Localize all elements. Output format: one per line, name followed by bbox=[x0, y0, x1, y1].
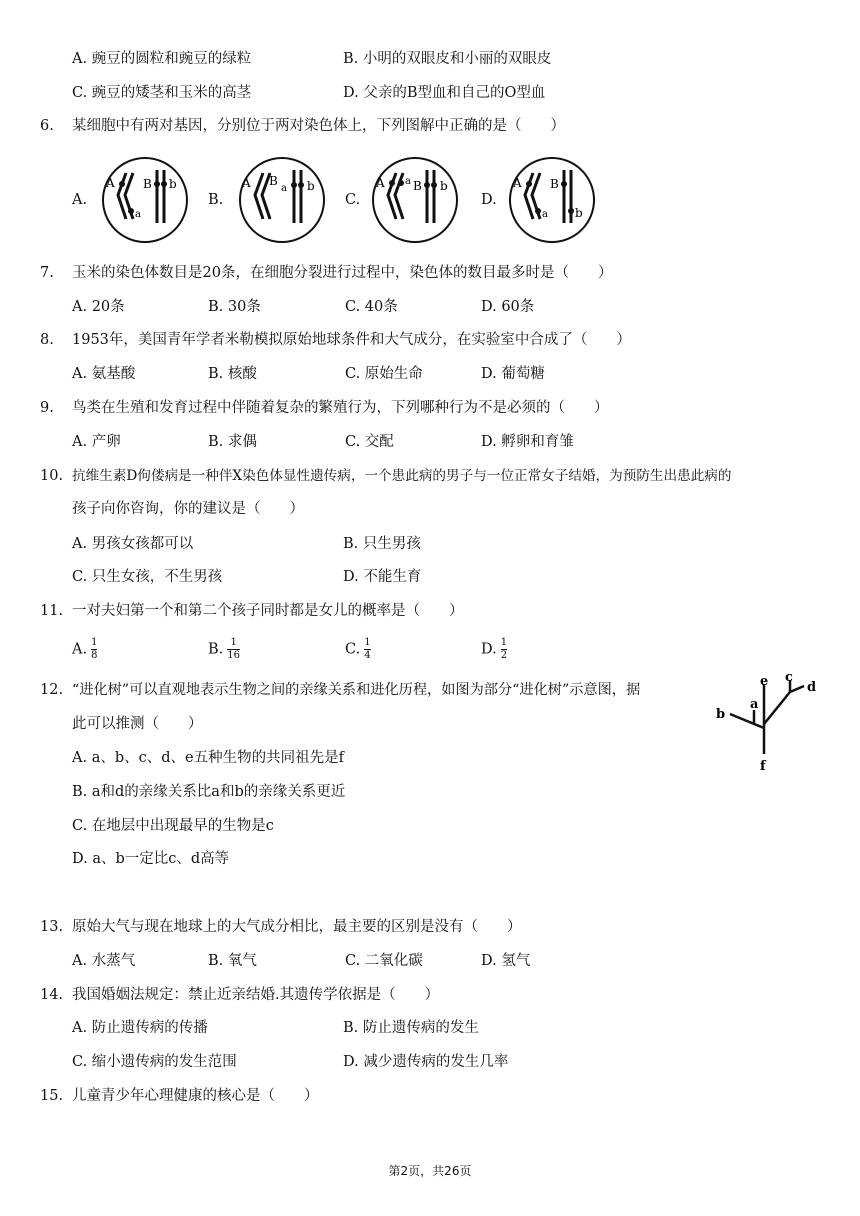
q6-stem: 某细胞中有两对基因，分别位于两对染色体上，下列图解中正确的是（ ） bbox=[72, 118, 565, 134]
q6-option-b-label: B. bbox=[208, 192, 224, 208]
q7-option-a: A. 20条 bbox=[72, 299, 125, 315]
q15-stem: 儿童青少年心理健康的核心是（ ） bbox=[72, 1088, 319, 1104]
q7-number: 7. bbox=[40, 265, 54, 281]
q12-option-c: C. 在地层中出现最早的生物是c bbox=[72, 818, 274, 834]
gene-label: A bbox=[513, 176, 522, 190]
page-footer: 第2页，共26页 bbox=[388, 1164, 472, 1178]
tree-label-c: c bbox=[785, 672, 793, 685]
cell-diagram-b bbox=[237, 155, 327, 245]
gene-label: a bbox=[135, 209, 141, 220]
q8-stem: 1953年，美国青年学者米勒模拟原始地球条件和大气成分，在实验室中合成了（ ） bbox=[72, 332, 631, 348]
q8-number: 8. bbox=[40, 332, 54, 348]
q10-option-a: A. 男孩女孩都可以 bbox=[72, 536, 194, 552]
gene-label: A bbox=[376, 176, 385, 190]
q8-option-c: C. 原始生命 bbox=[345, 366, 423, 382]
q12-option-d: D. a、b一定比c、d高等 bbox=[72, 851, 230, 867]
gene-label: b bbox=[575, 206, 583, 220]
q6-number: 6. bbox=[40, 118, 54, 134]
gene-label: a bbox=[542, 209, 548, 220]
q12-number: 12. bbox=[40, 682, 64, 698]
q15-number: 15. bbox=[40, 1088, 64, 1104]
q13-number: 13. bbox=[40, 919, 64, 935]
q10-stem-line2: 孩子向你咨询，你的建议是（ ） bbox=[72, 501, 304, 517]
tree-label-e: e bbox=[760, 674, 769, 689]
q14-option-d: D. 减少遗传病的发生几率 bbox=[343, 1054, 509, 1070]
q8-option-d: D. 葡萄糖 bbox=[481, 366, 545, 382]
gene-label: B bbox=[143, 177, 152, 191]
q11-option-b: B. $\frac{1}{16}$ bbox=[208, 637, 240, 661]
q14-option-b: B. 防止遗传病的发生 bbox=[343, 1020, 479, 1036]
q7-stem: 玉米的染色体数目是20条，在细胞分裂进行过程中，染色体的数目最多时是（ ） bbox=[72, 265, 613, 281]
q13-option-a: A. 水蒸气 bbox=[72, 953, 136, 969]
tree-label-b: b bbox=[716, 707, 726, 722]
q10-stem-line1: 抗维生素D佝偻病是一种伴X染色体显性遗传病，一个患此病的男子与一位正常女子结婚，为预防生出患此病的 bbox=[72, 468, 732, 484]
q11-stem: 一对夫妇第一个和第二个孩子同时都是女儿的概率是（ ） bbox=[72, 603, 464, 619]
q5-option-c: C. 豌豆的矮茎和玉米的高茎 bbox=[72, 85, 252, 101]
q13-option-c: C. 二氧化碳 bbox=[345, 953, 423, 969]
gene-label: a bbox=[405, 176, 411, 187]
gene-label: A bbox=[242, 176, 251, 190]
gene-label: b bbox=[169, 177, 177, 191]
q7-option-d: D. 60条 bbox=[481, 299, 535, 315]
q14-option-a: A. 防止遗传病的传播 bbox=[72, 1020, 208, 1036]
q9-option-c: C. 交配 bbox=[345, 434, 394, 450]
q5-option-a: A. 豌豆的圆粒和豌豆的绿粒 bbox=[72, 51, 252, 67]
cell-diagram-d bbox=[507, 155, 597, 245]
q5-option-d: D. 父亲的B型血和自己的O型血 bbox=[343, 85, 546, 101]
q11-option-c: C. $\frac{1}{4}$ bbox=[345, 637, 371, 661]
q7-option-c: C. 40条 bbox=[345, 299, 398, 315]
gene-label: A bbox=[106, 176, 115, 190]
q9-stem: 鸟类在生殖和发育过程中伴随着复杂的繁殖行为，下列哪种行为不是必须的（ ） bbox=[72, 400, 609, 416]
q13-option-b: B. 氧气 bbox=[208, 953, 257, 969]
q10-number: 10. bbox=[40, 468, 64, 484]
gene-label: B bbox=[413, 179, 422, 193]
q8-option-b: B. 核酸 bbox=[208, 366, 257, 382]
q12-stem-line1: “进化树”可以直观地表示生物之间的亲缘关系和进化历程，如图为部分“进化树”示意图，据 bbox=[72, 682, 641, 698]
q12-option-a: A. a、b、c、d、e五种生物的共同祖先是f bbox=[72, 750, 344, 766]
tree-label-d: d bbox=[807, 680, 817, 695]
gene-label: b bbox=[307, 179, 315, 193]
q12-stem-line2: 此可以推测（ ） bbox=[72, 716, 203, 732]
q10-option-c: C. 只生女孩，不生男孩 bbox=[72, 569, 223, 585]
evolution-tree-diagram bbox=[712, 672, 822, 780]
q11-number: 11. bbox=[40, 603, 64, 619]
q10-option-b: B. 只生男孩 bbox=[343, 536, 421, 552]
q11-option-a: A. $\frac{1}{8}$ bbox=[72, 637, 98, 661]
tree-label-f: f bbox=[760, 759, 766, 774]
gene-label: B bbox=[269, 174, 278, 188]
gene-label: a bbox=[281, 183, 287, 194]
gene-label: b bbox=[440, 179, 448, 193]
q14-stem: 我国婚姻法规定：禁止近亲结婚.其遗传学依据是（ ） bbox=[72, 987, 440, 1003]
q6-option-a-label: A. bbox=[72, 192, 88, 208]
q13-option-d: D. 氢气 bbox=[481, 953, 531, 969]
q9-option-a: A. 产卵 bbox=[72, 434, 121, 450]
cell-diagram-c bbox=[370, 155, 460, 245]
q11-option-d: D. $\frac{1}{2}$ bbox=[481, 637, 508, 661]
gene-label: B bbox=[550, 177, 559, 191]
tree-label-a: a bbox=[750, 697, 759, 712]
q14-number: 14. bbox=[40, 987, 64, 1003]
q13-stem: 原始大气与现在地球上的大气成分相比，最主要的区别是没有（ ） bbox=[72, 919, 522, 935]
q6-option-d-label: D. bbox=[481, 192, 497, 208]
q8-option-a: A. 氨基酸 bbox=[72, 366, 136, 382]
q14-option-c: C. 缩小遗传病的发生范围 bbox=[72, 1054, 237, 1070]
cell-diagram-a bbox=[100, 155, 190, 245]
q7-option-b: B. 30条 bbox=[208, 299, 261, 315]
q9-option-b: B. 求偶 bbox=[208, 434, 257, 450]
q9-option-d: D. 孵卵和育雏 bbox=[481, 434, 574, 450]
q12-option-b: B. a和d的亲缘关系比a和b的亲缘关系更近 bbox=[72, 784, 346, 800]
q9-number: 9. bbox=[40, 400, 54, 416]
q6-option-c-label: C. bbox=[345, 192, 361, 208]
q5-option-b: B. 小明的双眼皮和小丽的双眼皮 bbox=[343, 51, 552, 67]
q10-option-d: D. 不能生育 bbox=[343, 569, 422, 585]
